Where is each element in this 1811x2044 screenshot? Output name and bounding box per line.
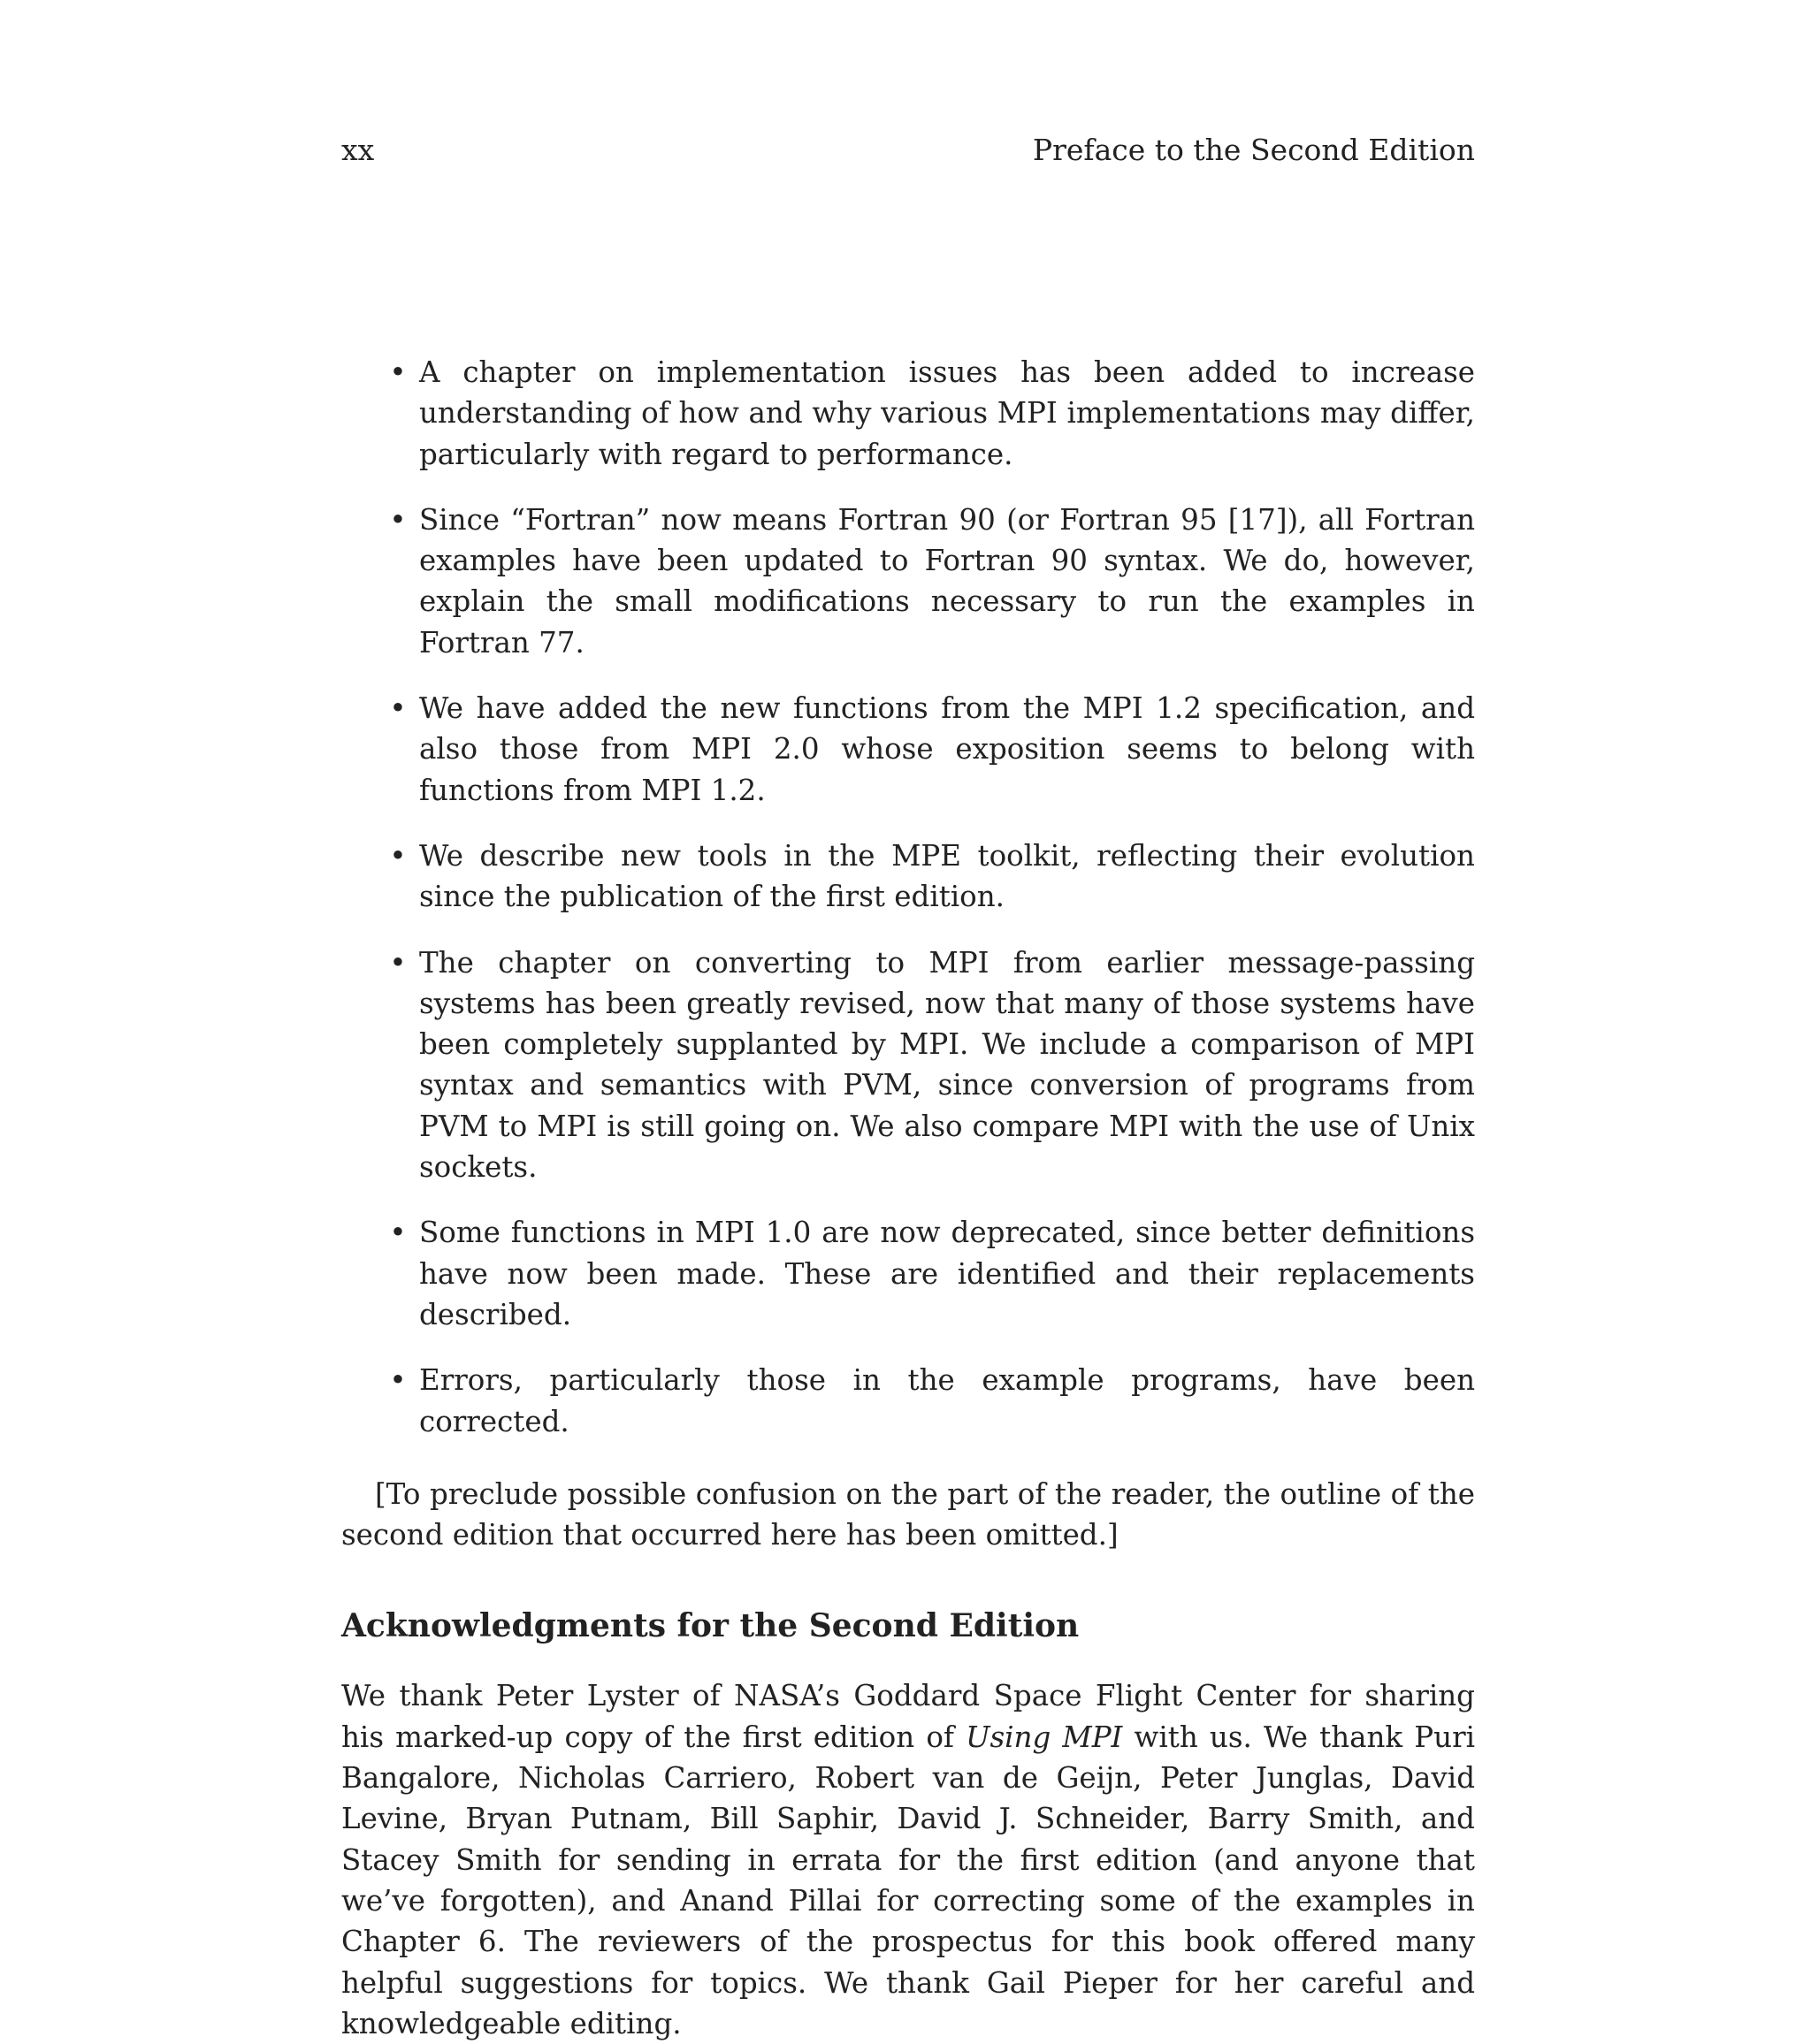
omission-note: [To preclude possible confusion on the part of the reader, the outline of the second edition that occurred here has been omitted.] <box>341 1476 1475 1552</box>
acknowledgments-paragraph <box>341 1675 1475 2044</box>
book-page <box>341 0 1476 2040</box>
list-item-text: Errors, particularly those in the example programs, have been corrected. <box>419 1363 1475 1438</box>
running-head <box>341 129 1475 172</box>
list-item <box>341 688 1475 811</box>
list-item-text: We have added the new functions from the MPI 1.2 specification, and also those from MPI 2.0 whose exposition seems to belong with functions from MPI 1.2. <box>419 691 1475 807</box>
list-item-text: The chapter on converting to MPI from earlier message-passing systems has been greatly revised, now that many of those systems have been completely supplanted by MPI. We include a comparison of MPI syntax and semantics with PVM, since conversion of programs from PVM to MPI is still going on. We also compare MPI with the use of Unix sockets. <box>419 945 1475 1185</box>
list-item <box>341 1360 1475 1442</box>
ack-text-end: with us. We thank Puri Bangalore, Nicholas Carriero, Robert van de Geijn, Peter Junglas, David Levine, Bryan Putnam, Bill Saphir, David J. Schneider, Barry Smith, and Stacey Smith for sending in errata for the first edition (and anyone that we’ve forgotten), and Anand Pillai for correcting some of the examples in Chapter 6. The reviewers of the prospectus for this book offered many helpful suggestions for topics. We thank Gail Pieper for her careful and knowledgeable editing. <box>341 1720 1476 2040</box>
list-item <box>341 1212 1475 1335</box>
list-item-text: We describe new tools in the MPE toolkit, reflecting their evolution since the publication of the first edition. <box>419 838 1475 914</box>
running-head-title: Preface to the Second Edition <box>1032 133 1475 167</box>
list-item <box>341 352 1475 475</box>
list-item <box>341 835 1475 918</box>
changes-list <box>341 352 1475 1442</box>
bullet-icon: • <box>389 838 407 873</box>
page-body <box>341 352 1475 2044</box>
bullet-icon: • <box>389 1363 407 1398</box>
bullet-icon: • <box>389 355 407 389</box>
bullet-icon: • <box>389 945 407 980</box>
list-item-text: Some functions in MPI 1.0 are now deprecated, since better definitions have now been made. These are identified and their replacements described. <box>419 1216 1475 1331</box>
acknowledgments-heading: Acknowledgments for the Second Edition <box>341 1607 1080 1645</box>
page-number: xx <box>341 133 375 167</box>
list-item <box>341 942 1475 1188</box>
list-item-text: Since “Fortran” now means Fortran 90 (or Fortran 95 [17]), all Fortran examples have been updated to Fortran 90 syntax. We do, however, explain the small modifications necessary to run the examples in Fortran 77. <box>419 502 1475 660</box>
ack-text-start: We thank Peter Lyster of NASA’s Goddard Space Flight Center for sharing his marked-up copy of the first edition of <box>341 1679 1475 1754</box>
bullet-icon: • <box>389 1216 407 1250</box>
list-item-text: A chapter on implementation issues has been added to increase understanding of how and why various MPI implementations may differ, particularly with regard to performance. <box>419 355 1475 471</box>
book-title: Using MPI <box>966 1720 1123 1754</box>
bullet-icon: • <box>389 502 407 537</box>
list-item <box>341 500 1475 663</box>
bullet-icon: • <box>389 691 407 726</box>
